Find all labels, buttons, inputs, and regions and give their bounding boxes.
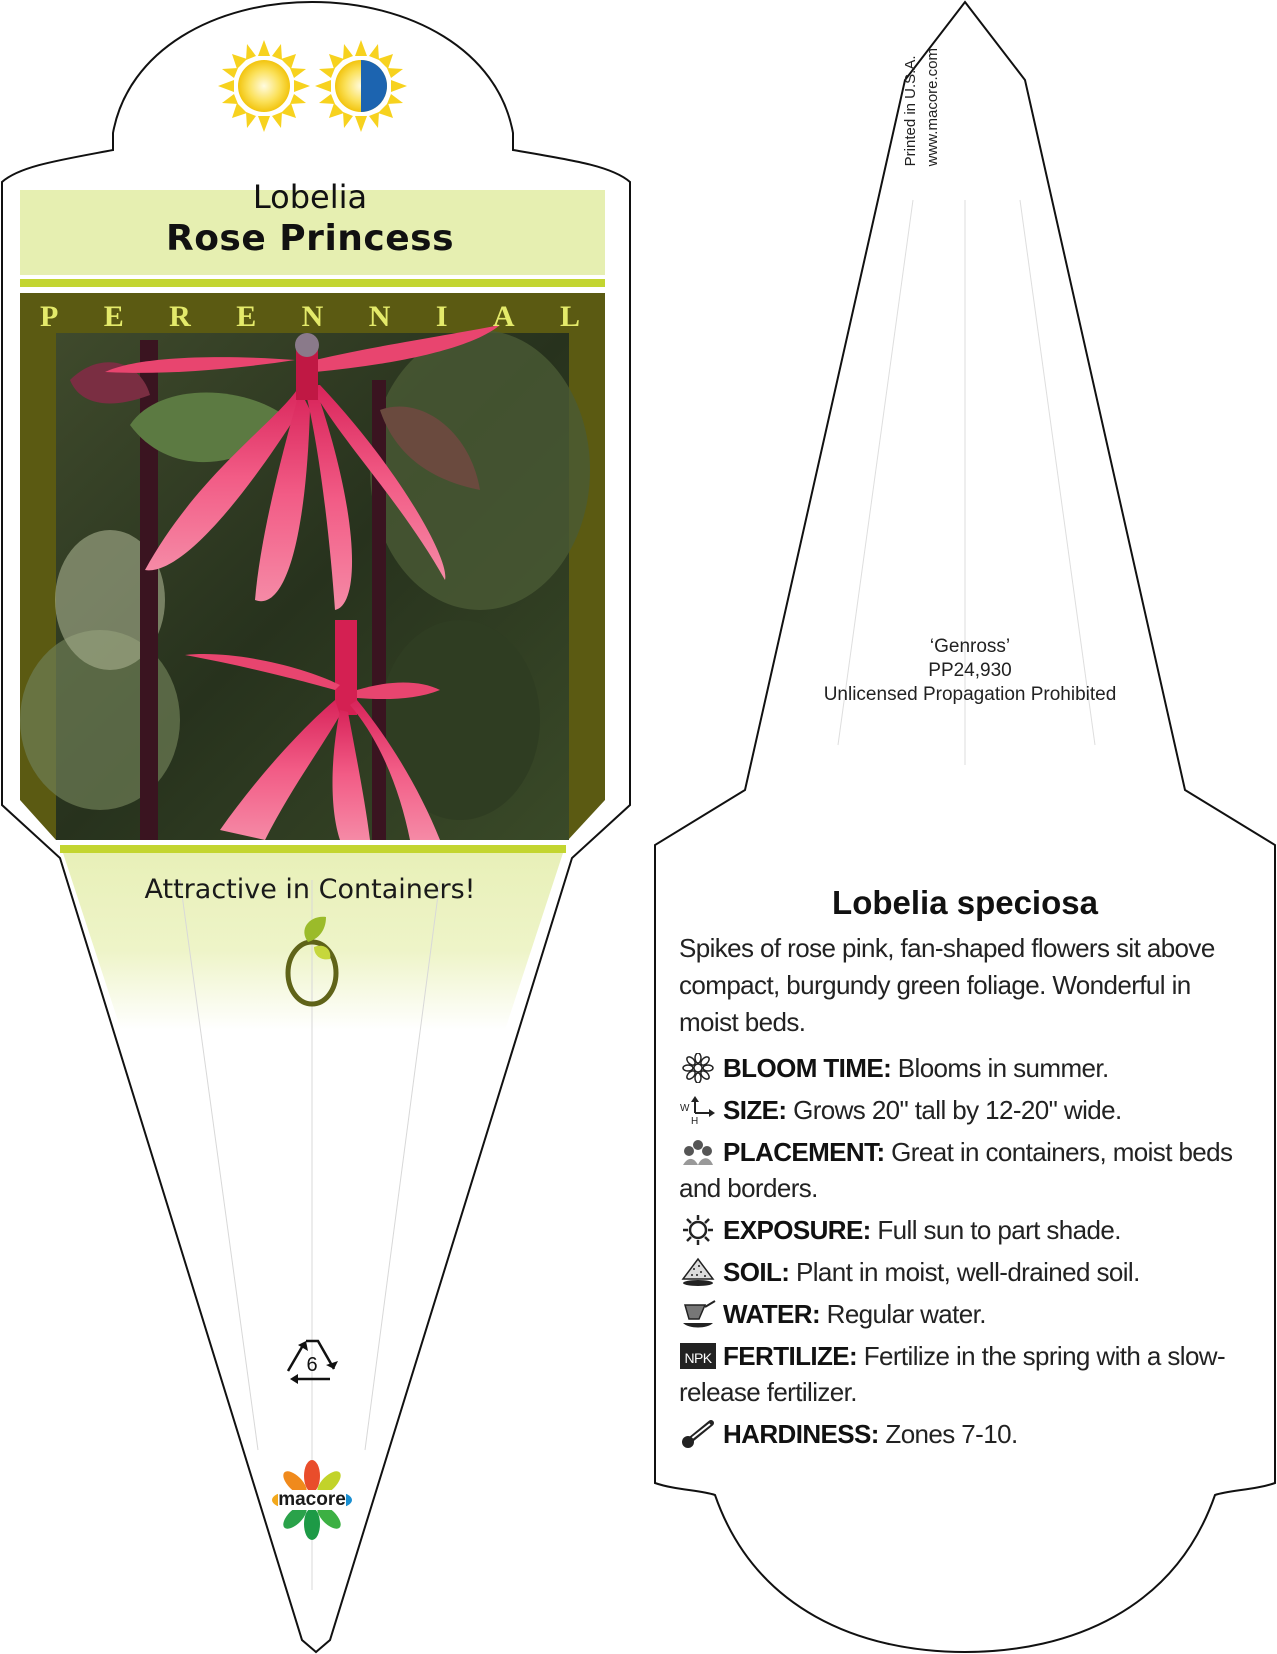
- category-letter: E: [236, 300, 257, 333]
- attribute-value: Zones 7-10.: [878, 1419, 1018, 1449]
- patent-number: PP24,930: [928, 660, 1012, 681]
- tagline: Attractive in Containers!: [144, 874, 476, 905]
- attribute-value: Regular water.: [820, 1299, 986, 1329]
- category-label: [40, 300, 580, 334]
- attribute-bloom-time: [679, 1050, 1254, 1086]
- cultivar-name: ‘Genross’: [929, 636, 1011, 657]
- recycle-number: 6: [306, 1354, 318, 1376]
- category-letter: R: [169, 300, 191, 333]
- website-line: www.macore.com: [924, 48, 941, 167]
- printed-info: [900, 48, 960, 218]
- attribute-water: [679, 1296, 1254, 1332]
- category-letter: P: [40, 300, 59, 333]
- attribute-label: PLACEMENT:: [723, 1137, 885, 1167]
- category-letter: I: [435, 300, 448, 333]
- category-letter: N: [301, 300, 324, 333]
- attribute-exposure: [679, 1212, 1254, 1248]
- plant-variety-title: Rose Princess: [165, 218, 455, 259]
- plant-genus-title: Lobelia: [252, 178, 368, 216]
- care-attributes: [679, 1050, 1254, 1458]
- soil-icon: [679, 1257, 717, 1287]
- attribute-label: BLOOM TIME:: [723, 1053, 892, 1083]
- attribute-label: SOIL:: [723, 1257, 790, 1287]
- npk-icon: [679, 1341, 717, 1371]
- category-letter: E: [103, 300, 124, 333]
- category-letter: A: [492, 300, 515, 333]
- attribute-label: WATER:: [723, 1299, 821, 1329]
- logo-text: macore: [278, 1489, 346, 1510]
- svg-text:W: W: [680, 1103, 689, 1114]
- attribute-value: Fertilize in the spring with a slow-release fertilizer.: [679, 1341, 1226, 1407]
- thermometer-icon: [679, 1419, 717, 1449]
- printed-line: Printed in U.S.A.: [902, 55, 919, 167]
- attribute-value: Blooms in summer.: [891, 1053, 1109, 1083]
- watering-can-icon: [679, 1299, 717, 1329]
- attribute-fertilize: [679, 1338, 1254, 1410]
- svg-text:H: H: [691, 1116, 698, 1125]
- size-arrows-icon: [679, 1095, 717, 1125]
- attribute-soil: [679, 1254, 1254, 1290]
- attribute-value: Great in containers, moist beds and borders.: [679, 1137, 1233, 1203]
- flower-icon: [679, 1053, 717, 1083]
- front-bottom-stripe: [60, 845, 566, 853]
- attribute-label: SIZE:: [723, 1095, 787, 1125]
- attribute-value: Plant in moist, well-drained soil.: [789, 1257, 1140, 1287]
- attribute-label: HARDINESS:: [723, 1419, 879, 1449]
- npk-text: NPK: [684, 1350, 712, 1366]
- attribute-value: Full sun to part shade.: [870, 1215, 1121, 1245]
- placement-flowers-icon: [679, 1137, 717, 1167]
- attribute-value: Grows 20" tall by 12-20" wide.: [786, 1095, 1122, 1125]
- category-letter: L: [559, 300, 580, 333]
- attribute-label: FERTILIZE:: [723, 1341, 858, 1371]
- attribute-hardiness: [679, 1416, 1254, 1452]
- category-letter: N: [368, 300, 391, 333]
- plant-photo: [20, 325, 590, 840]
- species-name: Lobelia speciosa: [832, 884, 1098, 921]
- attribute-label: EXPOSURE:: [723, 1215, 871, 1245]
- legal-block: [700, 635, 1240, 707]
- attribute-placement: [679, 1134, 1254, 1206]
- sun-exposure-icon: [679, 1215, 717, 1245]
- front-header-stripe: [20, 279, 605, 287]
- propagation-notice: Unlicensed Propagation Prohibited: [823, 684, 1117, 705]
- attribute-size: [679, 1092, 1254, 1128]
- plant-description: Spikes of rose pink, fan-shaped flowers sit above compact, burgundy green foliage. Wonderful in moist beds.: [679, 933, 1215, 1037]
